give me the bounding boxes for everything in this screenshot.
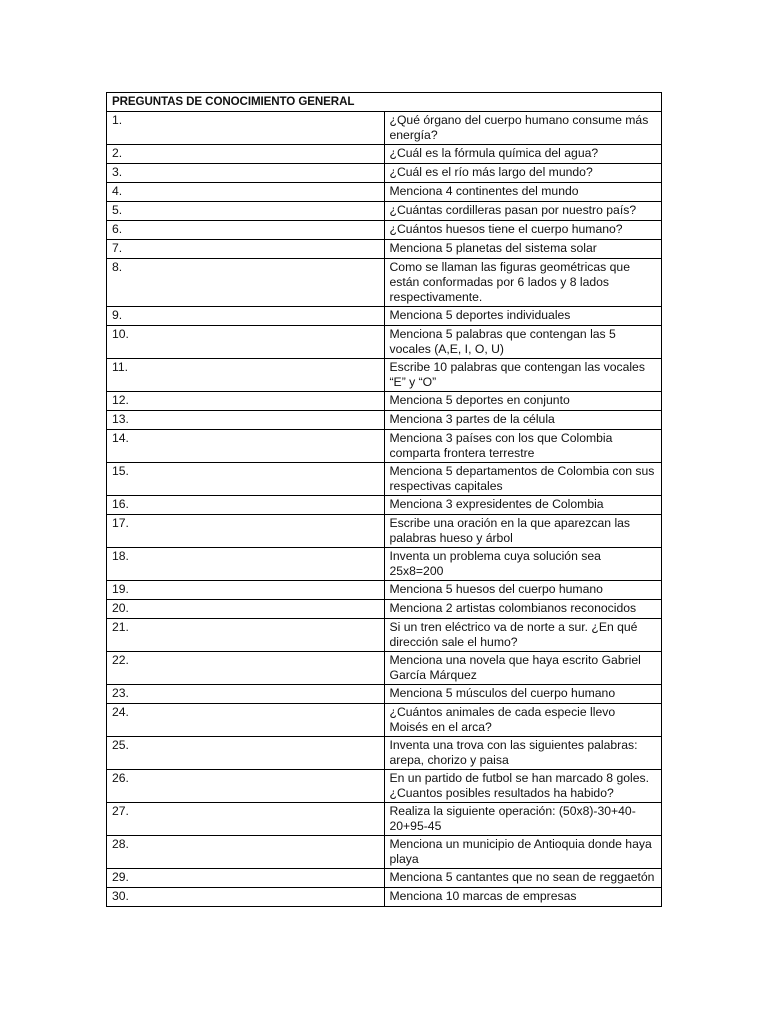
table-row [107, 548, 662, 581]
question-number: 25. [107, 737, 385, 770]
table-header-cell: PREGUNTAS DE CONOCIMIENTO GENERAL [107, 93, 662, 112]
question-text: Inventa un problema cuya solución sea 25x8=200 [384, 548, 662, 581]
question-number: 27. [107, 803, 385, 836]
question-number: 2. [107, 145, 385, 164]
table-row [107, 737, 662, 770]
question-number: 13. [107, 411, 385, 430]
question-text: Escribe 10 palabras que contengan las vocales “E” y “O” [384, 359, 662, 392]
question-number: 1. [107, 112, 385, 145]
question-text: Menciona 5 palabras que contengan las 5 vocales (A,E, I, O, U) [384, 326, 662, 359]
question-text: Menciona 4 continentes del mundo [384, 183, 662, 202]
table-row [107, 581, 662, 600]
question-number: 10. [107, 326, 385, 359]
table-row [107, 600, 662, 619]
table-row [107, 803, 662, 836]
table-row [107, 869, 662, 888]
question-text: ¿Cuántas cordilleras pasan por nuestro país? [384, 202, 662, 221]
table-row [107, 359, 662, 392]
question-number: 20. [107, 600, 385, 619]
question-number: 3. [107, 164, 385, 183]
question-text: Menciona 3 expresidentes de Colombia [384, 496, 662, 515]
table-row [107, 619, 662, 652]
table-row [107, 183, 662, 202]
table-row [107, 202, 662, 221]
question-number: 23. [107, 685, 385, 704]
table-row [107, 259, 662, 307]
question-number: 12. [107, 392, 385, 411]
question-number: 22. [107, 652, 385, 685]
question-number: 26. [107, 770, 385, 803]
question-text: Menciona 5 huesos del cuerpo humano [384, 581, 662, 600]
question-number: 15. [107, 463, 385, 496]
question-number: 29. [107, 869, 385, 888]
table-row [107, 463, 662, 496]
table-row [107, 888, 662, 907]
table-row [107, 221, 662, 240]
question-text: Escribe una oración en la que aparezcan las palabras hueso y árbol [384, 515, 662, 548]
table-row [107, 164, 662, 183]
question-text: Menciona un municipio de Antioquia donde haya playa [384, 836, 662, 869]
question-text: Menciona 10 marcas de empresas [384, 888, 662, 907]
table-row [107, 392, 662, 411]
table-row [107, 770, 662, 803]
question-text: Menciona 2 artistas colombianos reconocidos [384, 600, 662, 619]
question-number: 8. [107, 259, 385, 307]
question-number: 9. [107, 307, 385, 326]
table-row [107, 704, 662, 737]
question-text: Realiza la siguiente operación: (50x8)-30+40-20+95-45 [384, 803, 662, 836]
question-text: Menciona 5 planetas del sistema solar [384, 240, 662, 259]
question-number: 4. [107, 183, 385, 202]
question-text: Menciona 3 partes de la célula [384, 411, 662, 430]
question-text: Como se llaman las figuras geométricas que están conformadas por 6 lados y 8 lados respectivamente. [384, 259, 662, 307]
question-number: 5. [107, 202, 385, 221]
question-number: 6. [107, 221, 385, 240]
question-text: Menciona 5 deportes individuales [384, 307, 662, 326]
question-text: ¿Cuál es la fórmula química del agua? [384, 145, 662, 164]
question-text: Menciona 5 deportes en conjunto [384, 392, 662, 411]
question-number: 17. [107, 515, 385, 548]
question-number: 19. [107, 581, 385, 600]
question-text: ¿Cuál es el río más largo del mundo? [384, 164, 662, 183]
table-row [107, 836, 662, 869]
table-header-row [107, 93, 662, 112]
question-number: 21. [107, 619, 385, 652]
question-number: 24. [107, 704, 385, 737]
question-text: Si un tren eléctrico va de norte a sur. ¿En qué dirección sale el humo? [384, 619, 662, 652]
question-text: Menciona 5 cantantes que no sean de reggaetón [384, 869, 662, 888]
questions-table-body [107, 93, 662, 907]
question-number: 11. [107, 359, 385, 392]
table-row [107, 145, 662, 164]
table-row [107, 326, 662, 359]
question-text: Menciona una novela que haya escrito Gabriel García Márquez [384, 652, 662, 685]
question-text: En un partido de futbol se han marcado 8 goles. ¿Cuantos posibles resultados ha habido? [384, 770, 662, 803]
question-number: 30. [107, 888, 385, 907]
question-number: 28. [107, 836, 385, 869]
question-text: Menciona 3 países con los que Colombia comparta frontera terrestre [384, 430, 662, 463]
question-number: 14. [107, 430, 385, 463]
table-row [107, 307, 662, 326]
table-row [107, 496, 662, 515]
question-text: ¿Cuántos animales de cada especie llevo Moisés en el arca? [384, 704, 662, 737]
question-text: ¿Qué órgano del cuerpo humano consume más energía? [384, 112, 662, 145]
table-row [107, 411, 662, 430]
question-number: 16. [107, 496, 385, 515]
table-row [107, 240, 662, 259]
question-text: ¿Cuántos huesos tiene el cuerpo humano? [384, 221, 662, 240]
table-row [107, 685, 662, 704]
question-text: Menciona 5 músculos del cuerpo humano [384, 685, 662, 704]
question-text: Inventa una trova con las siguientes palabras: arepa, chorizo y paisa [384, 737, 662, 770]
table-row [107, 112, 662, 145]
question-number: 7. [107, 240, 385, 259]
table-row [107, 515, 662, 548]
questions-table [106, 92, 662, 907]
question-text: Menciona 5 departamentos de Colombia con sus respectivas capitales [384, 463, 662, 496]
table-row [107, 652, 662, 685]
question-number: 18. [107, 548, 385, 581]
table-row [107, 430, 662, 463]
